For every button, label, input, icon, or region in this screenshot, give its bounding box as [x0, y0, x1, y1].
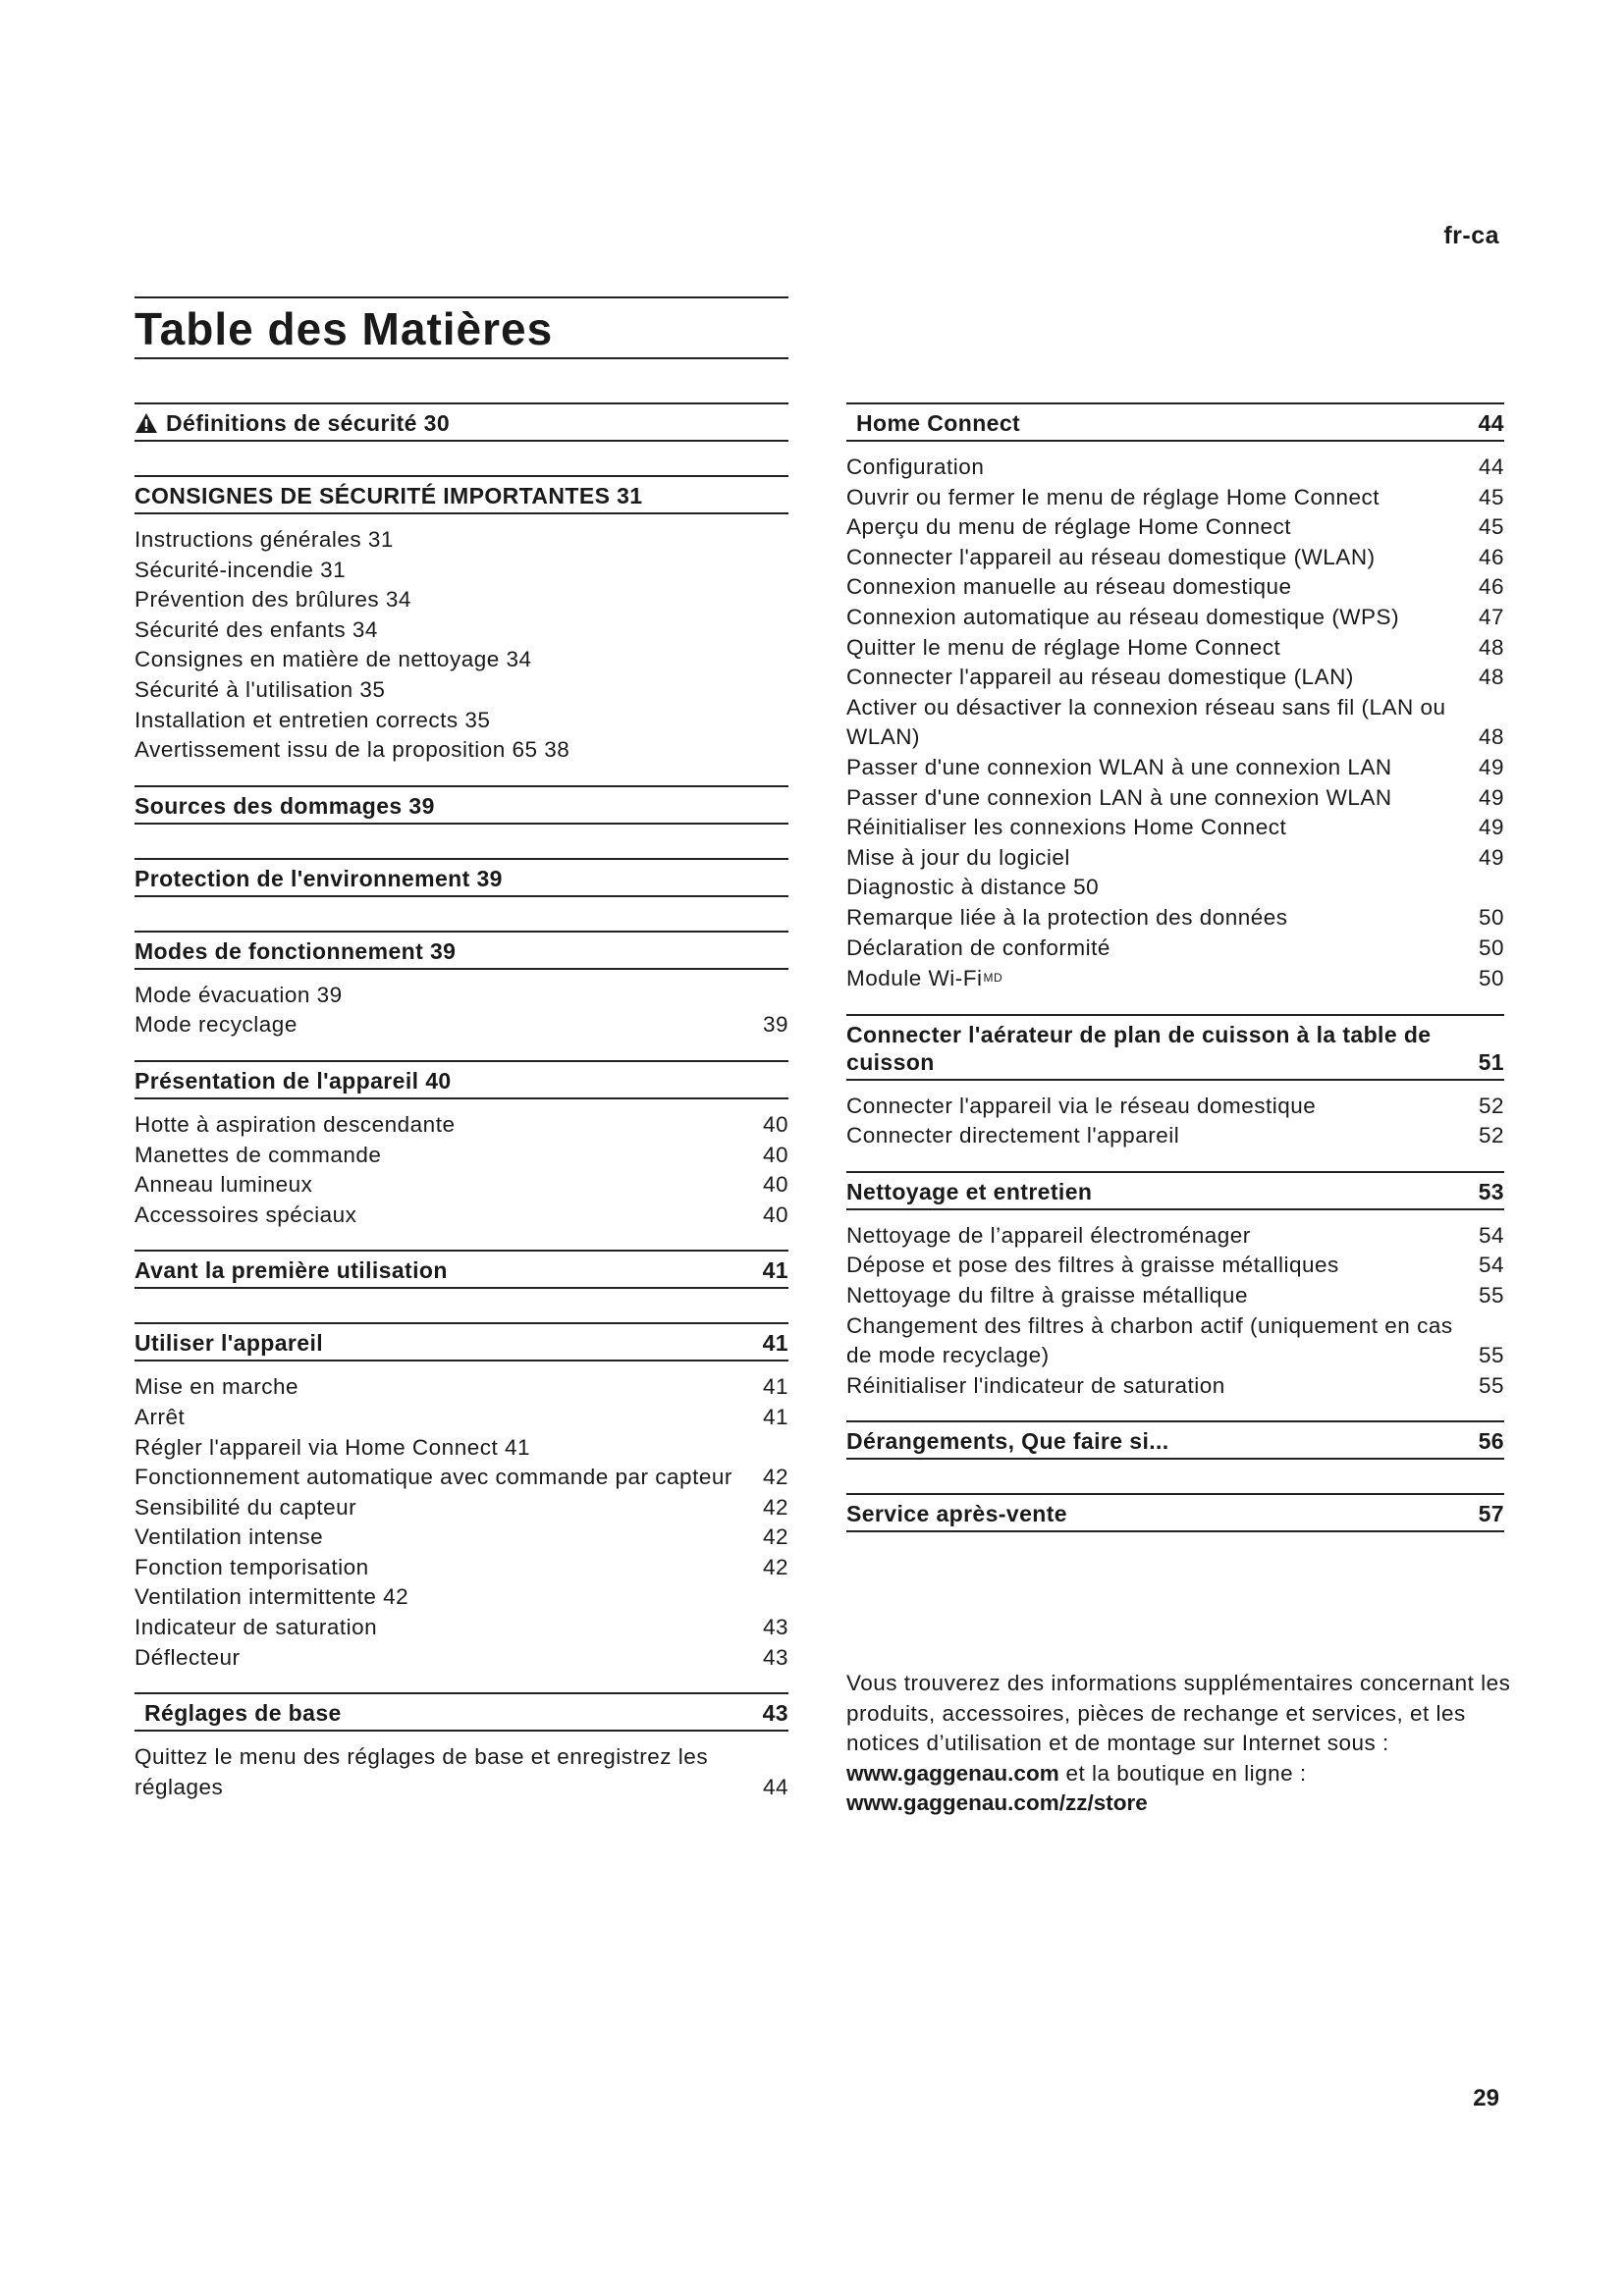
toc-entry[interactable]: [846, 783, 1504, 814]
toc-entry-label: Ouvrir ou fermer le menu de réglage Home Connect: [846, 484, 1380, 509]
toc-entry-page: 40: [762, 1201, 788, 1227]
toc-entry[interactable]: [846, 693, 1504, 753]
toc-entry-label: Connexion automatique au réseau domestique (WPS): [846, 604, 1400, 629]
toc-entry-label: Sécurité des enfants 34: [135, 616, 378, 642]
toc-entry[interactable]: [846, 813, 1504, 843]
toc-entry[interactable]: [846, 663, 1504, 693]
page-title: Table des Matières: [135, 303, 554, 354]
toc-entry-page: 48: [1478, 724, 1504, 750]
toc-entry[interactable]: [135, 615, 788, 646]
toc-entry-label: Manettes de commande: [135, 1142, 382, 1167]
toc-entry-label: Instructions générales 31: [135, 527, 394, 552]
toc-entry-label: Fonctionnement automatique avec commande par capteur: [135, 1465, 732, 1490]
store-link[interactable]: www.gaggenau.com/zz/store: [846, 1790, 1148, 1816]
toc-section-connect-cooktop[interactable]: [846, 1014, 1504, 1081]
toc-entry-page: 45: [1478, 514, 1504, 540]
toc-entry-label: Connexion manuelle au réseau domestique: [846, 574, 1292, 600]
toc-section-label: Réglages de base: [144, 1700, 342, 1727]
toc-entry[interactable]: [135, 1372, 788, 1403]
toc-entry-page: 55: [1478, 1372, 1504, 1398]
title-block: [135, 296, 788, 359]
toc-section-basic-settings[interactable]: [135, 1692, 788, 1732]
toc-entry[interactable]: [846, 633, 1504, 664]
toc-entry-page: 46: [1478, 574, 1504, 600]
toc-entry-list: [846, 1092, 1504, 1151]
toc-entry[interactable]: [846, 843, 1504, 874]
toc-entry-label: Fonction temporisation: [135, 1554, 369, 1579]
toc-section-page: 41: [762, 1257, 788, 1284]
toc-entry-page: 44: [1478, 454, 1504, 479]
toc-entry-page: 45: [1478, 484, 1504, 509]
toc-entry-page: 49: [1478, 754, 1504, 779]
toc-entry-label: Activer ou désactiver la connexion réseau sans fil (LAN ou WLAN): [846, 694, 1446, 750]
toc-section-page: 51: [1478, 1048, 1504, 1075]
toc-entry-page: 46: [1478, 544, 1504, 569]
toc-entry[interactable]: [846, 934, 1504, 964]
toc-entry[interactable]: [846, 1092, 1504, 1122]
toc-entry-label: Passer d'une connexion LAN à une connexion WLAN: [846, 784, 1392, 810]
toc-entry-label: Mode évacuation 39: [135, 982, 343, 1007]
toc-entry-list: [846, 1221, 1504, 1402]
toc-entry[interactable]: [135, 1403, 788, 1433]
toc-entry-label: Sécurité à l'utilisation 35: [135, 676, 386, 702]
toc-entry[interactable]: [135, 1582, 788, 1613]
toc-entry-label: Ventilation intense: [135, 1524, 324, 1550]
toc-right-column: [846, 402, 1504, 1543]
toc-entry-page: 42: [762, 1524, 788, 1550]
toc-entry[interactable]: [135, 1463, 788, 1493]
toc-section-label: Utiliser l'appareil: [135, 1330, 324, 1357]
toc-entry-text: Module Wi-Fi: [846, 966, 983, 991]
toc-entry-page: 50: [1478, 904, 1504, 930]
toc-entry[interactable]: [846, 543, 1504, 573]
toc-entry[interactable]: [135, 1613, 788, 1643]
page-number: 29: [1473, 2085, 1499, 2111]
toc-entry[interactable]: [135, 645, 788, 675]
toc-section-home-connect[interactable]: [846, 402, 1504, 442]
toc-entry-list: [135, 525, 788, 766]
toc-section-label: Avant la première utilisation: [135, 1257, 448, 1284]
toc-section-page: 53: [1478, 1178, 1504, 1204]
toc-entry-page: 43: [762, 1615, 788, 1640]
toc-entry-page: 49: [1478, 844, 1504, 870]
toc-section-page: 44: [1478, 410, 1504, 436]
toc-entry-label: Déflecteur: [135, 1644, 241, 1670]
toc-section-label: Sources des dommages 39: [135, 792, 435, 819]
toc-entry[interactable]: [135, 1553, 788, 1583]
toc-section-environment[interactable]: [135, 858, 788, 897]
toc-entry-label: Connecter l'appareil via le réseau domestique: [846, 1093, 1317, 1118]
toc-entry[interactable]: [135, 585, 788, 615]
toc-entry[interactable]: [846, 963, 1504, 994]
toc-section-label: [135, 409, 777, 437]
warning-icon: [135, 412, 158, 434]
toc-entry-page: 50: [1478, 934, 1504, 960]
toc-entry-page: 55: [1478, 1283, 1504, 1308]
toc-entry-label: Remarque liée à la protection des données: [846, 904, 1288, 930]
toc-section-label: Home Connect: [856, 410, 1021, 436]
toc-entry-list: [846, 453, 1504, 994]
toc-entry-label: Consignes en matière de nettoyage 34: [135, 647, 532, 672]
toc-entry-label: [846, 963, 1467, 994]
toc-entry[interactable]: [846, 1281, 1504, 1311]
toc-entry-label: Mise en marche: [135, 1374, 299, 1400]
toc-entry-label: Installation et entretien corrects 35: [135, 707, 491, 732]
toc-entry-label: Changement des filtres à charbon actif (uniquement en cas de mode recyclage): [846, 1312, 1453, 1368]
note-text: Vous trouverez des informations supplémentaires concernant les produits, accessoires, pièces de rechange et services, et les notices d’utilisation et de montage sur Internet sous :: [846, 1671, 1511, 1756]
toc-entry-list: [135, 1372, 788, 1673]
toc-entry-label: Accessoires spéciaux: [135, 1201, 357, 1227]
toc-entry-label: Avertissement issu de la proposition 65 38: [135, 737, 570, 763]
toc-section-label: Modes de fonctionnement 39: [135, 937, 457, 964]
toc-entry-page: 42: [762, 1494, 788, 1520]
toc-entry-label: Ventilation intermittente 42: [135, 1584, 409, 1610]
toc-entry-label: Hotte à aspiration descendante: [135, 1111, 456, 1137]
toc-entry-page: 40: [762, 1142, 788, 1167]
toc-entry[interactable]: [846, 903, 1504, 934]
toc-entry-page: 49: [1478, 784, 1504, 810]
toc-section-important-safety[interactable]: [135, 475, 788, 514]
toc-entry[interactable]: [846, 572, 1504, 603]
toc-section-text: Définitions de sécurité 30: [166, 410, 451, 436]
toc-entry-label: Diagnostic à distance 50: [846, 875, 1100, 900]
toc-entry-page: 54: [1478, 1253, 1504, 1278]
toc-entry-page: 52: [1478, 1093, 1504, 1118]
toc-entry-label: Connecter l'appareil au réseau domestique (LAN): [846, 665, 1354, 690]
toc-entry-list: [135, 1110, 788, 1230]
toc-entry-page: 43: [762, 1644, 788, 1670]
toc-section-label: Nettoyage et entretien: [846, 1178, 1093, 1204]
toc-entry-label: Mise à jour du logiciel: [846, 844, 1070, 870]
toc-entry-label: Mode recyclage: [135, 1012, 298, 1038]
toc-section-label: Connecter l'aérateur de plan de cuisson à la table de cuisson: [846, 1021, 1432, 1075]
toc-entry-label: Sécurité-incendie 31: [135, 557, 347, 582]
toc-entry[interactable]: [135, 1643, 788, 1674]
toc-entry-page: 40: [762, 1111, 788, 1137]
toc-entry[interactable]: [846, 1251, 1504, 1281]
toc-section-before-first-use[interactable]: [135, 1250, 788, 1289]
toc-entry-label: Aperçu du menu de réglage Home Connect: [846, 514, 1292, 540]
toc-entry[interactable]: [135, 556, 788, 586]
toc-entry-list: [135, 1742, 788, 1802]
toc-entry-label: Quitter le menu de réglage Home Connect: [846, 634, 1281, 660]
note-text: et la boutique en ligne :: [1058, 1760, 1307, 1786]
toc-entry-page: 44: [762, 1774, 788, 1799]
toc-entry[interactable]: [846, 1121, 1504, 1151]
language-code: fr-ca: [1443, 222, 1499, 249]
toc-entry[interactable]: [846, 512, 1504, 543]
toc-entry-label: Quittez le menu des réglages de base et enregistrez les réglages: [135, 1744, 709, 1799]
toc-entry-page: 40: [762, 1172, 788, 1198]
toc-entry-page: 39: [762, 1012, 788, 1038]
toc-section-label: CONSIGNES DE SÉCURITÉ IMPORTANTES 31: [135, 483, 643, 508]
toc-entry-label: Configuration: [846, 454, 985, 479]
toc-section-page: 43: [762, 1700, 788, 1727]
toc-entry[interactable]: [846, 1221, 1504, 1252]
toc-entry[interactable]: [846, 483, 1504, 513]
toc-entry-page: 55: [1478, 1343, 1504, 1368]
toc-section-appliance-overview[interactable]: [135, 1060, 788, 1099]
toc-section-label: Dérangements, Que faire si...: [846, 1428, 1169, 1455]
toc-entry-page: 52: [1478, 1123, 1504, 1148]
toc-entry-label: Passer d'une connexion WLAN à une connexion LAN: [846, 754, 1392, 779]
toc-section-troubleshooting[interactable]: [846, 1420, 1504, 1460]
toc-entry-page: 41: [762, 1374, 788, 1400]
toc-entry[interactable]: [846, 1371, 1504, 1402]
toc-entry[interactable]: [135, 735, 788, 766]
toc-entry-label: Nettoyage de l’appareil électroménager: [846, 1222, 1251, 1248]
toc-entry-label: Connecter l'appareil au réseau domestique (WLAN): [846, 544, 1376, 569]
toc-entry-page: 42: [762, 1554, 788, 1579]
toc-entry[interactable]: [846, 453, 1504, 483]
toc-section-safety-definitions[interactable]: [135, 402, 788, 442]
website-link[interactable]: www.gaggenau.com: [846, 1760, 1059, 1786]
toc-section-label: Présentation de l'appareil 40: [135, 1067, 452, 1094]
toc-entry[interactable]: [135, 1433, 788, 1464]
toc-entry[interactable]: [135, 1742, 788, 1802]
toc-section-page: 57: [1478, 1501, 1504, 1527]
toc-section-page: 56: [1478, 1428, 1504, 1455]
trademark-sup: MD: [983, 971, 1003, 986]
toc-entry[interactable]: [135, 1493, 788, 1523]
toc-entry[interactable]: [135, 1110, 788, 1141]
toc-entry-page: 50: [1478, 966, 1504, 991]
toc-entry-label: Connecter directement l'appareil: [846, 1123, 1180, 1148]
toc-entry-page: 54: [1478, 1222, 1504, 1248]
toc-entry[interactable]: [135, 706, 788, 736]
toc-entry[interactable]: [135, 1201, 788, 1231]
info-note: [846, 1669, 1514, 1819]
toc-entry-page: 49: [1478, 815, 1504, 840]
toc-entry-page: 42: [762, 1465, 788, 1490]
toc-entry-label: Prévention des brûlures 34: [135, 587, 411, 613]
toc-section-cleaning[interactable]: [846, 1171, 1504, 1210]
toc-entry-list: [135, 981, 788, 1041]
toc-entry-page: 48: [1478, 665, 1504, 690]
toc-entry[interactable]: [846, 753, 1504, 783]
toc-section-label: Protection de l'environnement 39: [135, 865, 503, 891]
toc-entry-label: Anneau lumineux: [135, 1172, 313, 1198]
toc-entry-page: 48: [1478, 634, 1504, 660]
toc-section-using-appliance[interactable]: [135, 1322, 788, 1362]
toc-entry-label: Réinitialiser les connexions Home Connect: [846, 815, 1287, 840]
toc-section-page: 41: [762, 1330, 788, 1357]
toc-entry[interactable]: [135, 675, 788, 706]
toc-entry[interactable]: [846, 603, 1504, 633]
toc-entry-label: Sensibilité du capteur: [135, 1494, 357, 1520]
toc-section-label: Service après-vente: [846, 1501, 1067, 1527]
toc-entry[interactable]: [846, 1311, 1504, 1371]
toc-entry[interactable]: [135, 1170, 788, 1201]
toc-section-customer-service[interactable]: [846, 1493, 1504, 1532]
toc-section-damage-sources[interactable]: [135, 785, 788, 825]
toc-entry-label: Régler l'appareil via Home Connect 41: [135, 1434, 530, 1460]
toc-entry-page: 41: [762, 1404, 788, 1429]
toc-entry-label: Déclaration de conformité: [846, 934, 1110, 960]
toc-entry[interactable]: [135, 525, 788, 556]
toc-left-column: [135, 402, 788, 1802]
toc-entry[interactable]: [135, 981, 788, 1011]
toc-entry-label: Réinitialiser l'indicateur de saturation: [846, 1372, 1225, 1398]
toc-entry-label: Indicateur de saturation: [135, 1615, 378, 1640]
toc-entry-label: Nettoyage du filtre à graisse métallique: [846, 1283, 1248, 1308]
toc-entry[interactable]: [135, 1010, 788, 1041]
toc-entry-label: Dépose et pose des filtres à graisse métalliques: [846, 1253, 1339, 1278]
toc-entry[interactable]: [135, 1141, 788, 1171]
toc-entry-label: Arrêt: [135, 1404, 186, 1429]
toc-entry[interactable]: [846, 873, 1504, 903]
toc-section-operating-modes[interactable]: [135, 931, 788, 970]
toc-entry[interactable]: [135, 1522, 788, 1553]
toc-entry-page: 47: [1478, 604, 1504, 629]
